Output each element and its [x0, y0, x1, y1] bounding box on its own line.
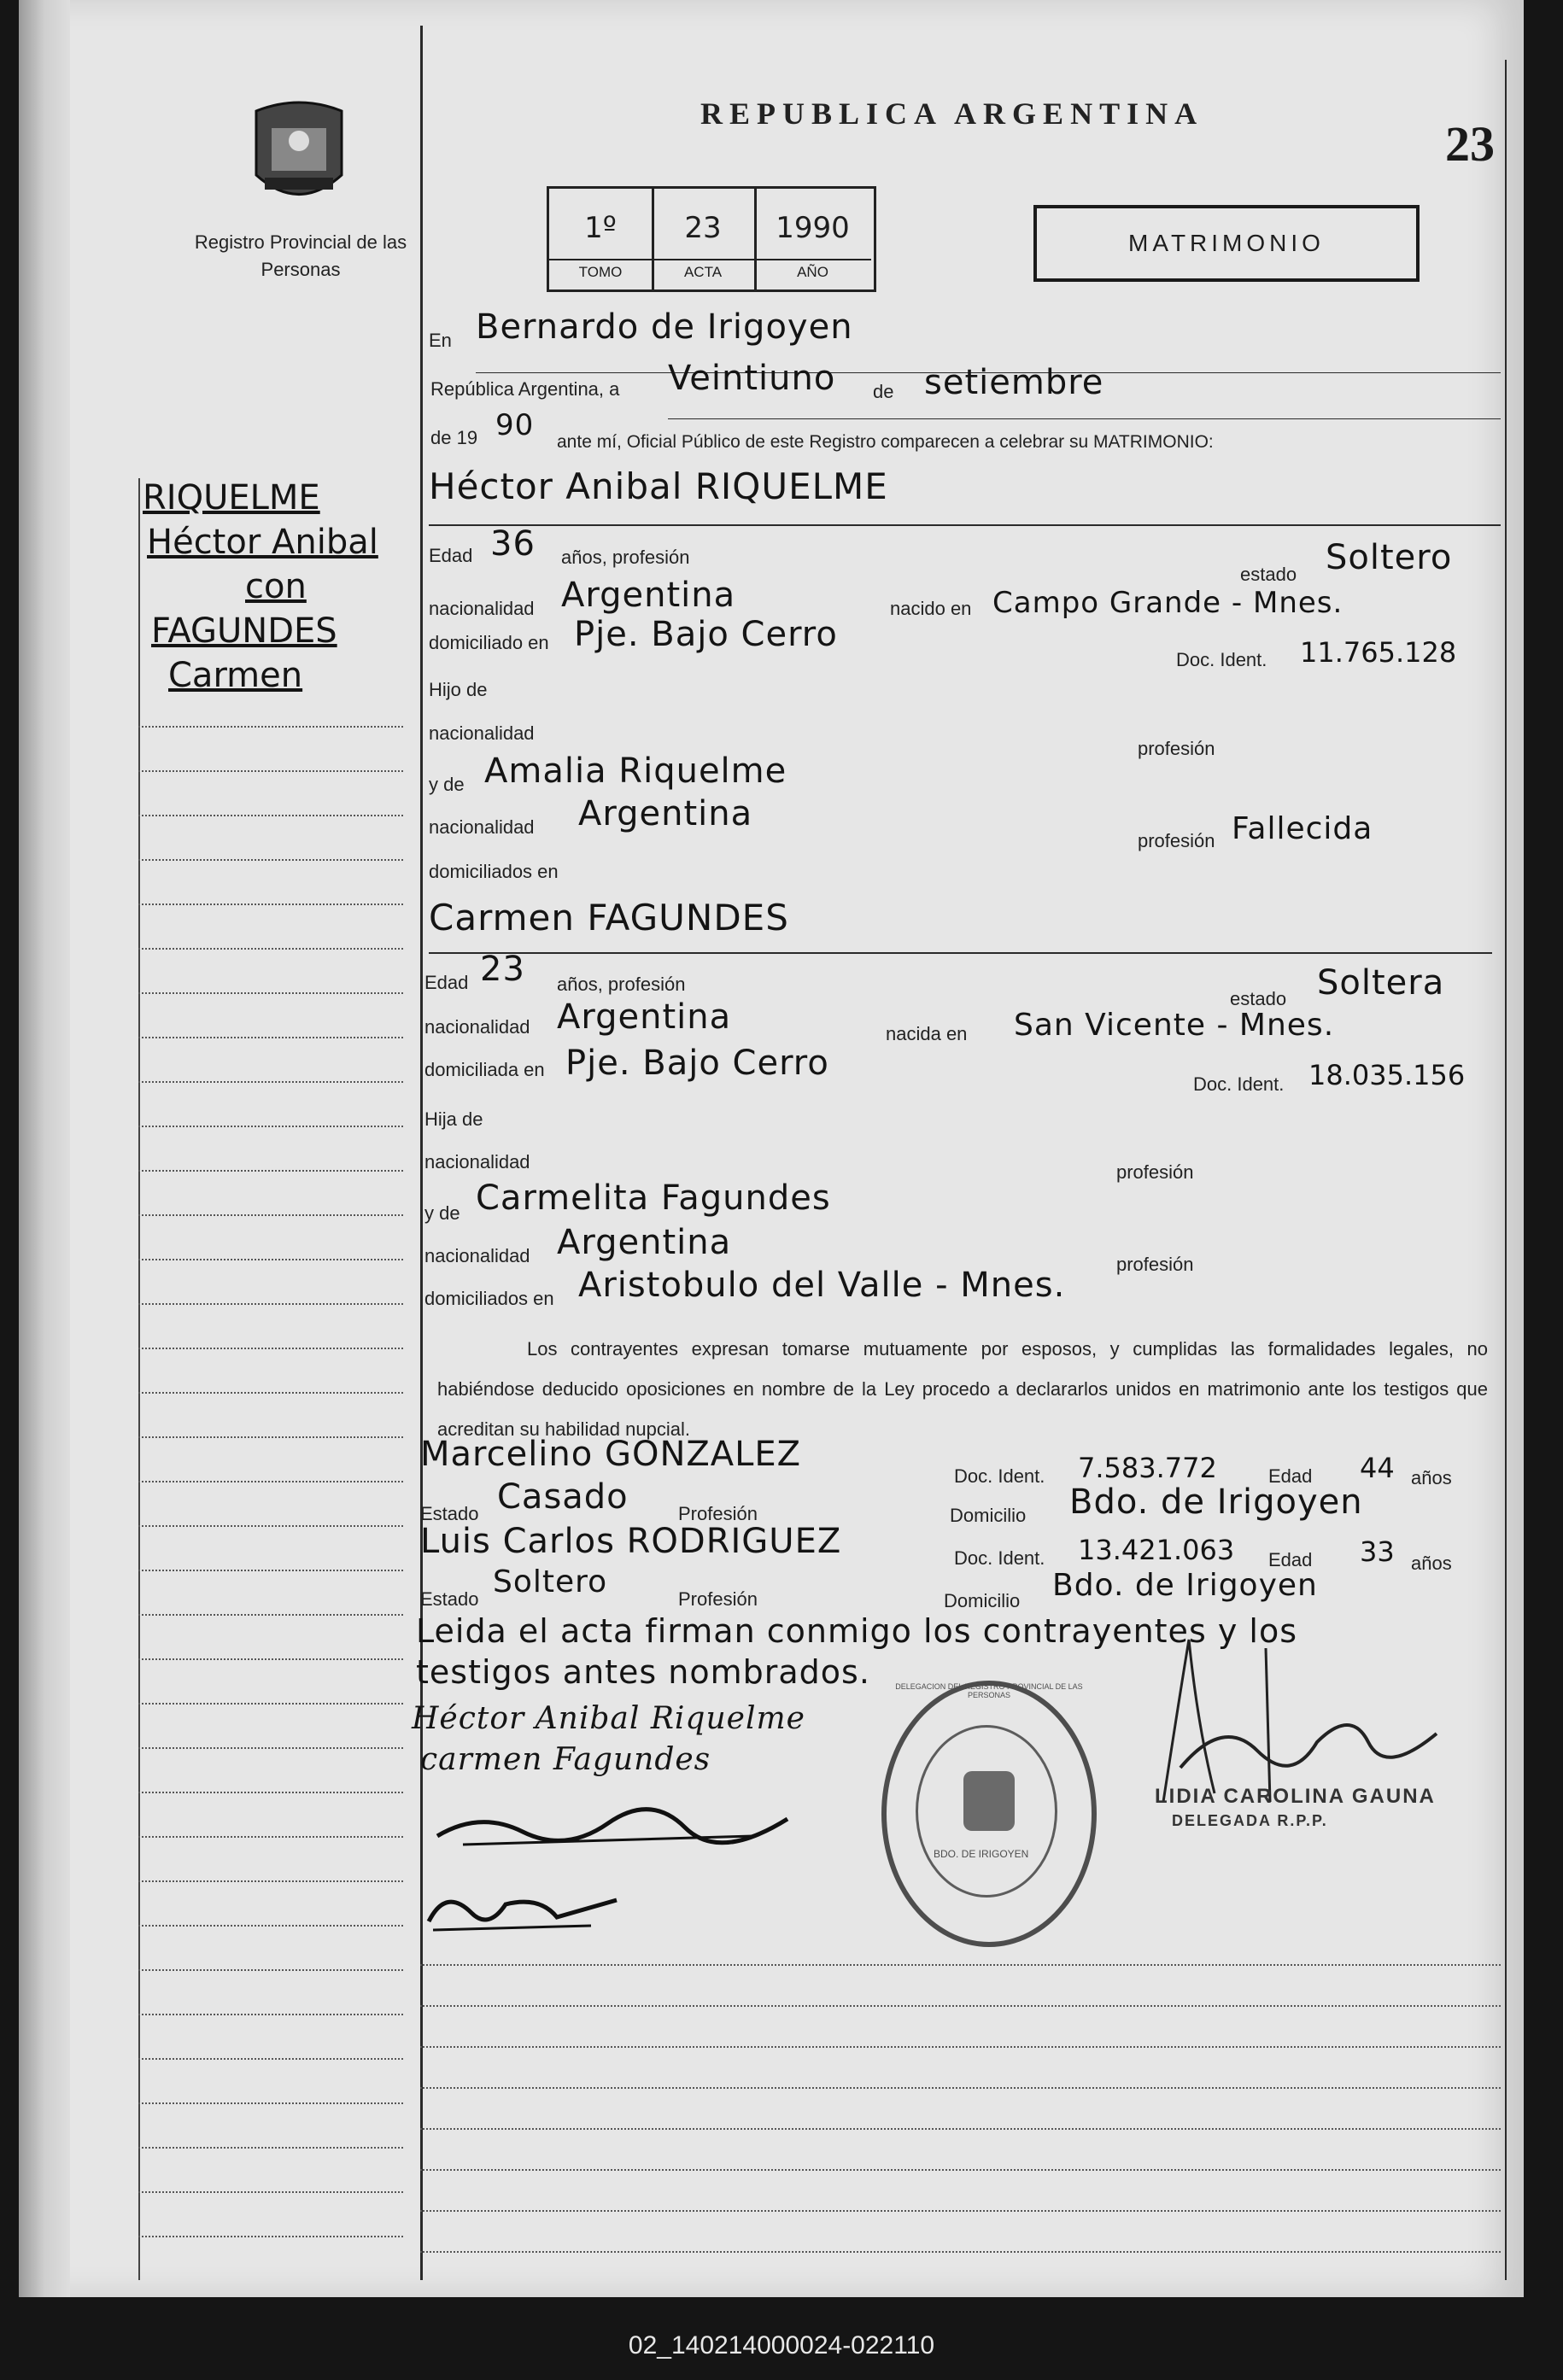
margin-rule — [138, 859, 403, 861]
content-rule — [420, 2210, 1501, 2212]
de-label: de — [873, 381, 894, 402]
bride-mother-nationality: Argentina — [557, 1223, 732, 1262]
content-rule — [420, 2128, 1501, 2130]
margin-rule — [138, 1303, 403, 1305]
country-title: REPUBLICA ARGENTINA — [700, 96, 1204, 131]
bride-domiciliados-label: domiciliados en — [424, 1288, 554, 1309]
groom-mother: Amalia Riquelme — [484, 751, 787, 791]
witness1-doc: 7.583.772 — [1078, 1452, 1217, 1484]
margin-con: con — [245, 567, 307, 606]
groom-estado-label: estado — [1240, 564, 1297, 585]
content-rule — [420, 2046, 1501, 2048]
margin-rule — [138, 2236, 403, 2237]
acta-value: 23 — [684, 211, 722, 245]
content-rule — [420, 2087, 1501, 2089]
record-type-box: MATRIMONIO — [1033, 205, 1420, 282]
bride-profesion-label: años, profesión — [557, 974, 686, 995]
tomo-value: 1º — [584, 211, 617, 245]
tomo-label: TOMO — [549, 259, 652, 281]
margin-rule — [138, 1037, 403, 1038]
bride-signature: carmen Fagundes — [420, 1742, 711, 1777]
bride-hija-label: Hija de — [424, 1108, 483, 1130]
declaration-paragraph: Los contrayentes expresan tomarse mutuamente por esposos, y cumplidas las formalidades legales, no habiéndose deducido oposiciones en nombre de la Ley procedo a declararlos unidos en matrimonio ante los testigos que acreditan su habilidad nupcial. — [437, 1338, 1488, 1440]
groom-mother-nationality: Argentina — [578, 794, 753, 833]
bride-nationality: Argentina — [557, 997, 732, 1037]
margin-rule — [138, 1259, 403, 1260]
margin-rule — [138, 1348, 403, 1349]
witness1-profesion-label: Profesión — [678, 1503, 758, 1524]
groom-nationality: Argentina — [561, 576, 736, 615]
margin-rule — [138, 1747, 403, 1749]
groom-mother-profession: Fallecida — [1232, 811, 1373, 846]
groom-domiciliados-label: domiciliados en — [429, 861, 559, 882]
margin-rule — [138, 1081, 403, 1083]
margin-rule — [138, 1525, 403, 1527]
witness1-estado-label: Estado — [420, 1503, 479, 1524]
groom-nacido-label: nacido en — [890, 598, 972, 619]
margin-rule — [138, 1925, 403, 1927]
groom-father-nat-label: nacionalidad — [429, 722, 535, 744]
margin-surname-groom: RIQUELME — [143, 478, 320, 518]
right-edge-line — [1505, 60, 1507, 2280]
margin-rule — [138, 1614, 403, 1616]
image-code-footer: 02_140214000024-022110 — [628, 2331, 935, 2360]
bride-father-nat-label: nacionalidad — [424, 1151, 530, 1172]
groom-profesion-label: años, profesión — [561, 547, 690, 568]
registry-name: Registro Provincial de las Personas — [194, 231, 407, 280]
groom-address: Pje. Bajo Cerro — [574, 615, 838, 654]
bride-estado-label: estado — [1230, 988, 1287, 1009]
bride-name: Carmen FAGUNDES — [429, 897, 789, 939]
margin-rule — [138, 1658, 403, 1660]
register-page — [19, 0, 1524, 2297]
witness1-doc-label: Doc. Ident. — [954, 1465, 1045, 1487]
groom-edad-label: Edad — [429, 545, 473, 566]
bride-doc: 18.035.156 — [1308, 1059, 1466, 1091]
margin-rule — [138, 1703, 403, 1705]
margin-name-bride: Carmen — [168, 656, 303, 695]
year-prefix: de 19 — [430, 427, 478, 448]
witness1-age: 44 — [1360, 1452, 1395, 1484]
margin-rule — [138, 726, 403, 728]
closing-line1: Leida el acta firman conmigo los contrayentes y los — [416, 1612, 1297, 1650]
tomo-cell — [549, 189, 654, 289]
bride-parents-address: Aristobulo del Valle - Mnes. — [578, 1266, 1066, 1305]
bride-domicilio-label: domiciliada en — [424, 1059, 545, 1080]
groom-doc-label: Doc. Ident. — [1176, 649, 1267, 670]
witness2-domicilio-label: Domicilio — [944, 1590, 1021, 1611]
content-rule — [420, 2251, 1501, 2253]
groom-name-line — [429, 524, 1501, 526]
bride-address: Pje. Bajo Cerro — [565, 1044, 829, 1083]
groom-mother-nat-label: nacionalidad — [429, 816, 535, 838]
witness2-name: Luis Carlos RODRIGUEZ — [420, 1522, 842, 1561]
bride-yde-label: y de — [424, 1202, 460, 1224]
margin-rule — [138, 815, 403, 816]
official-name: LIDIA CAROLINA GAUNA — [1155, 1785, 1436, 1808]
bride-edad-label: Edad — [424, 972, 469, 993]
bride-mother: Carmelita Fagundes — [476, 1178, 831, 1218]
day-value: Veintiuno — [668, 359, 836, 398]
bride-nacida-label: nacida en — [886, 1023, 968, 1044]
witness2-doc: 13.421.063 — [1078, 1534, 1235, 1566]
seal-caption: DELEGACION DEL REGISTRO PROVINCIAL DE LAS PERSONAS — [895, 1682, 1083, 1699]
content-rule — [420, 2005, 1501, 2007]
bride-father-prof-label: profesión — [1116, 1161, 1194, 1183]
margin-rule — [138, 2102, 403, 2104]
margin-name-groom: Héctor Anibal — [147, 523, 378, 562]
margin-rule — [138, 2191, 403, 2193]
bride-estado: Soltera — [1317, 963, 1445, 1003]
witness2-anos-label: años — [1411, 1553, 1452, 1574]
bride-nacionalidad-label: nacionalidad — [424, 1016, 530, 1038]
content-rule — [420, 2169, 1501, 2171]
margin-rule — [138, 1880, 403, 1882]
margin-rule — [138, 992, 403, 994]
witness1-name: Marcelino GONZALEZ — [420, 1435, 802, 1474]
margin-rule — [138, 1792, 403, 1793]
republic-label: República Argentina, a — [430, 378, 620, 400]
groom-nacionalidad-label: nacionalidad — [429, 598, 535, 619]
margin-rule — [138, 1481, 403, 1482]
margin-rule — [138, 2058, 403, 2060]
month-value: setiembre — [924, 363, 1104, 402]
page-number: 23 — [1445, 116, 1495, 172]
official-title: DELEGADA R.P.P. — [1172, 1812, 1328, 1829]
witness2-age: 33 — [1360, 1535, 1395, 1568]
bride-name-line — [429, 952, 1492, 954]
acta-label: ACTA — [652, 259, 754, 281]
margin-rule — [138, 1570, 403, 1571]
left-margin-line — [138, 478, 140, 2280]
witness2-profesion-label: Profesión — [678, 1588, 758, 1610]
groom-hijo-label: Hijo de — [429, 679, 488, 700]
year-value: 1990 — [776, 211, 850, 245]
groom-yde-label: y de — [429, 774, 465, 795]
margin-rule — [138, 948, 403, 950]
year-cell — [754, 189, 871, 289]
witness2-estado: Soltero — [493, 1564, 608, 1599]
groom-father-prof-label: profesión — [1138, 738, 1215, 759]
bride-age: 23 — [480, 950, 525, 989]
place-value: Bernardo de Irigoyen — [476, 307, 853, 347]
margin-rule — [138, 1214, 403, 1216]
groom-estado: Soltero — [1326, 538, 1453, 577]
witness1-estado: Casado — [497, 1477, 629, 1517]
year-suffix: 90 — [495, 408, 535, 442]
bride-mother-nat-label: nacionalidad — [424, 1245, 530, 1266]
official-seal — [881, 1681, 1097, 1947]
bride-birthplace: San Vicente - Mnes. — [1014, 1008, 1335, 1043]
registration-box — [547, 186, 876, 292]
margin-rule — [138, 770, 403, 772]
content-rule — [420, 1964, 1501, 1966]
groom-name: Héctor Anibal RIQUELME — [429, 465, 888, 507]
groom-doc: 11.765.128 — [1300, 636, 1457, 669]
witness2-domicilio: Bdo. de Irigoyen — [1052, 1568, 1318, 1603]
margin-rule — [138, 903, 403, 905]
en-label: En — [429, 330, 452, 351]
closing-line2: testigos antes nombrados. — [416, 1653, 870, 1691]
witness2-edad-label: Edad — [1268, 1549, 1313, 1570]
witness2-signature — [420, 1879, 625, 1951]
seal-emblem — [963, 1771, 1015, 1831]
bride-mother-prof-label: profesión — [1116, 1254, 1194, 1275]
acta-cell — [652, 189, 757, 289]
margin-rule — [138, 1126, 403, 1127]
date-line — [668, 418, 1501, 419]
groom-domicilio-label: domiciliado en — [429, 632, 549, 653]
witness2-doc-label: Doc. Ident. — [954, 1547, 1045, 1569]
witness2-estado-label: Estado — [420, 1588, 479, 1610]
margin-rule — [138, 1836, 403, 1838]
seal-place-text: BDO. DE IRIGOYEN — [934, 1848, 1029, 1860]
province-emblem — [248, 94, 350, 213]
groom-mother-prof-label: profesión — [1138, 830, 1215, 851]
margin-surname-bride: FAGUNDES — [151, 611, 337, 651]
margin-rule — [138, 1392, 403, 1394]
margin-rule — [138, 1969, 403, 1971]
margin-rule — [138, 2147, 403, 2149]
bride-doc-label: Doc. Ident. — [1193, 1073, 1285, 1095]
year-label: AÑO — [754, 259, 871, 281]
margin-rule — [138, 1170, 403, 1172]
witness1-signature — [429, 1785, 805, 1866]
book-spine — [19, 0, 70, 2297]
statement-text: ante mí, Oficial Público de este Registro comparecen a celebrar su MATRIMONIO: — [557, 432, 1214, 452]
witness1-anos-label: años — [1411, 1467, 1452, 1488]
groom-signature: Héctor Anibal Riquelme — [412, 1701, 805, 1736]
witness1-domicilio-label: Domicilio — [950, 1505, 1027, 1526]
margin-rule — [138, 1436, 403, 1438]
witness1-edad-label: Edad — [1268, 1465, 1313, 1487]
margin-rule — [138, 2014, 403, 2015]
groom-age: 36 — [490, 524, 536, 564]
witness1-domicilio: Bdo. de Irigoyen — [1069, 1482, 1363, 1522]
groom-birthplace: Campo Grande - Mnes. — [992, 586, 1343, 620]
